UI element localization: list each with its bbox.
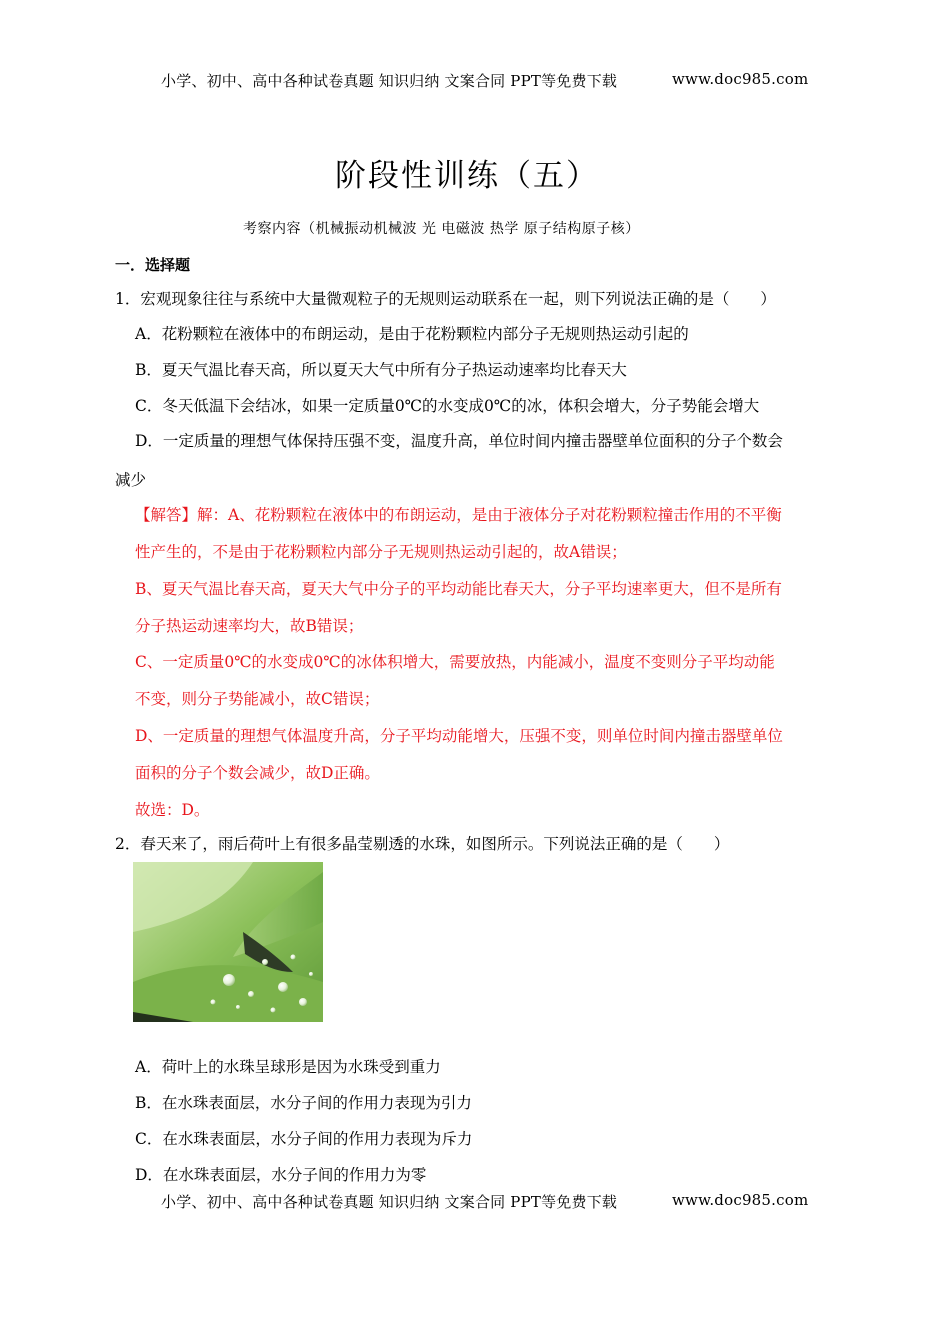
header-slogan: 小学、初中、高中各种试卷真题 知识归纳 文案合同 PPT等免费下载 <box>161 72 618 90</box>
q1-stem: 1．宏观现象往往与系统中大量微观粒子的无规则运动联系在一起，则下列说法正确的是（ ） <box>115 290 776 308</box>
q1-answer-line-2: 性产生的，不是由于花粉颗粒内部分子无规则热运动引起的，故A错误； <box>135 543 627 561</box>
section-heading: 一．选择题 <box>115 256 191 274</box>
q2-option-a: A．荷叶上的水珠呈球形是因为水珠受到重力 <box>135 1058 441 1076</box>
header-url[interactable]: www.doc985.com <box>672 70 809 88</box>
q2-option-d: D．在水珠表面层，水分子间的作用力为零 <box>135 1166 427 1184</box>
q1-answer-line-9: 故选：D。 <box>135 801 210 819</box>
lotus-leaf-illustration <box>133 862 323 1022</box>
q1-answer-line-4: 分子热运动速率均大，故B错误； <box>135 617 364 635</box>
q1-option-b: B．夏天气温比春天高，所以夏天大气中所有分子热运动速率均比春天大 <box>135 361 627 379</box>
q1-answer-line-3: B、夏天气温比春天高，夏天大气中分子的平均动能比春天大，分子平均速率更大，但不是所有 <box>135 580 782 598</box>
q1-option-a: A．花粉颗粒在液体中的布朗运动，是由于花粉颗粒内部分子无规则热运动引起的 <box>135 325 689 343</box>
answer-tag: 【解答】 <box>135 506 198 524</box>
q2-option-b: B．在水珠表面层，水分子间的作用力表现为引力 <box>135 1094 472 1112</box>
page-subtitle: 考察内容（机械振动机械波 光 电磁波 热学 原子结构原子核） <box>243 221 640 237</box>
q1-answer-line-5: C、一定质量0℃的水变成0℃的冰体积增大，需要放热，内能减小，温度不变则分子平均动能 <box>135 653 775 671</box>
footer-slogan: 小学、初中、高中各种试卷真题 知识归纳 文案合同 PPT等免费下载 <box>161 1193 618 1211</box>
q1-option-d: D．一定质量的理想气体保持压强不变，温度升高，单位时间内撞击器壁单位面积的分子个数会 <box>135 432 783 450</box>
q1-answer-line-7: D、一定质量的理想气体温度升高，分子平均动能增大，压强不变，则单位时间内撞击器壁单位 <box>135 727 783 745</box>
answer-text: 解：A、花粉颗粒在液体中的布朗运动，是由于液体分子对花粉颗粒撞击作用的不平衡 <box>197 506 782 524</box>
q1-answer-line-8: 面积的分子个数会减少，故D正确。 <box>135 764 380 782</box>
q1-answer-line-1 <box>135 503 782 525</box>
page-title: 阶段性训练（五） <box>335 158 599 194</box>
q2-stem: 2．春天来了，雨后荷叶上有很多晶莹剔透的水珠，如图所示。下列说法正确的是（ ） <box>115 835 730 853</box>
q1-option-c: C．冬天低温下会结冰，如果一定质量0℃的水变成0℃的冰，体积会增大，分子势能会增大 <box>135 397 760 415</box>
q1-answer-line-6: 不变，则分子势能减小，故C错误； <box>135 690 380 708</box>
q2-option-c: C．在水珠表面层，水分子间的作用力表现为斥力 <box>135 1130 473 1148</box>
q1-option-d-cont: 减少 <box>115 471 147 489</box>
footer-url[interactable]: www.doc985.com <box>672 1191 809 1209</box>
lotus-leaf-photo <box>133 862 323 1022</box>
